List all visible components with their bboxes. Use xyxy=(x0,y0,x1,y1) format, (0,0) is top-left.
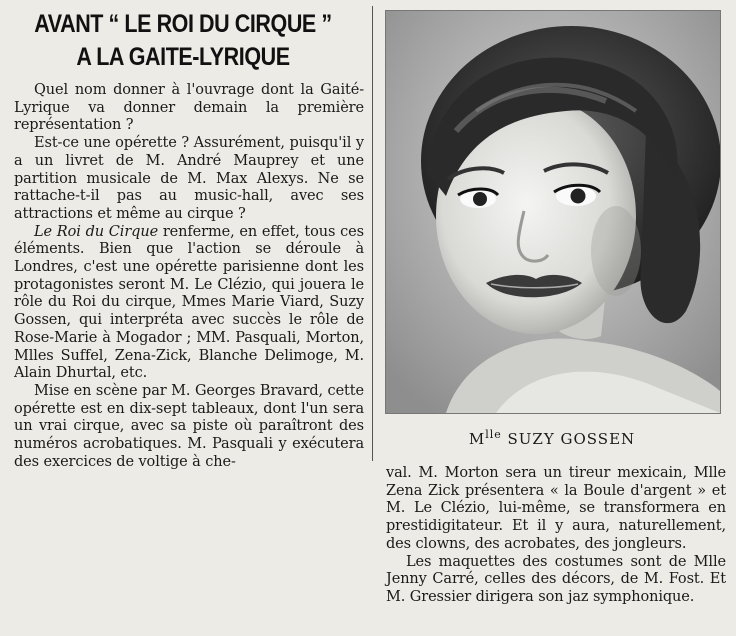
paragraph-3-text: renferme, en effet, tous ces éléments. Bien que l'action se déroule à Londres, c'est une opérette parisienne dont les protagonistes seront M. Le Clézio, qui jouera le rôle du Roi du cirque, Mmes Marie Viard, Suzy Gossen, qui interpréta avec succès le rôle de Rose-Marie à Mogador ; MM. Pasquali, Morton, Mlles Suffel, Zena-Zick, Blanche Delimoge, M. Alain Dhurtal, etc. xyxy=(14,223,364,382)
left-column xyxy=(14,82,364,471)
caption-prefix: M xyxy=(468,430,486,448)
caption-name: SUZY GOSSEN xyxy=(501,430,636,448)
portrait-illustration xyxy=(386,11,720,413)
paragraph-6: Les maquettes des costumes sont de Mlle Jenny Carré, celles des décors, de M. Fost. Et M. Gressier dirigera son jaz symphonique. xyxy=(386,553,726,605)
paragraph-2: Est-ce une opérette ? Assurément, puisqu'il y a un livret de M. André Mauprey et une partition musicale de M. Max Alexys. Ne se rattache-t-il pas au music-hall, avec ses attractions et même au cirque ? xyxy=(14,135,364,222)
right-column xyxy=(386,465,726,607)
headline-line-2: A LA GAITE-LYRIQUE xyxy=(76,43,290,71)
show-title: Le Roi du Cirque xyxy=(34,223,159,240)
paragraph-5: val. M. Morton sera un tireur mexicain, Mlle Zena Zick présentera « la Boule d'argent » et M. Le Clézio, lui-même, se transformera en prestidigitateur. Et il y aura, naturellement, des clowns, des acrobates, des jongleurs. xyxy=(386,465,726,552)
photo-caption xyxy=(385,428,719,448)
paragraph-1: Quel nom donner à l'ouvrage dont la Gaité-Lyrique va donner demain la première représentation ? xyxy=(14,82,364,134)
article-headline xyxy=(33,8,334,74)
paragraph-3 xyxy=(14,224,364,383)
headline-line-1: AVANT “ LE ROI DU CIRQUE ” xyxy=(34,10,332,38)
column-divider xyxy=(372,6,373,461)
caption-prefix-sup: lle xyxy=(485,428,502,441)
paragraph-4: Mise en scène par M. Georges Bravard, cette opérette est en dix-sept tableaux, dont l'un sera un vrai cirque, avec sa piste où paraîtront des numéros acrobatiques. M. Pasquali y exécutera des exercices de voltige à che- xyxy=(14,382,364,470)
portrait-photo xyxy=(385,10,721,414)
